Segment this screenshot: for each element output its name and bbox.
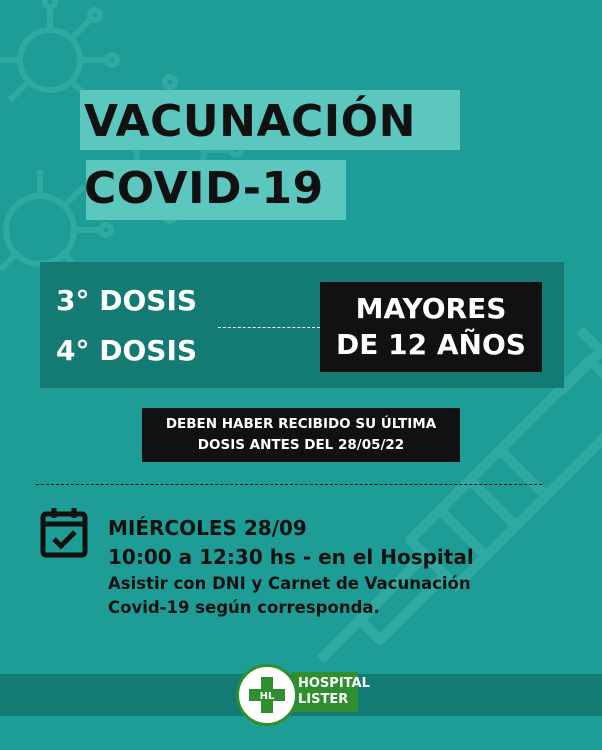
notice-line2: DOSIS ANTES DEL 28/05/22 <box>197 437 405 453</box>
page-title-line2: COVID-19 <box>84 163 324 214</box>
notice-line1: DEBEN HABER RECIBIDO SU ÚLTIMA <box>165 416 437 432</box>
logo-initials: HL <box>259 691 275 702</box>
event-date: MIÉRCOLES 28/09 <box>108 516 307 540</box>
age-badge <box>320 282 542 372</box>
event-requirement-2: Covid-19 según corresponda. <box>108 598 380 617</box>
notice-box <box>142 408 460 462</box>
logo-line2: LISTER <box>298 692 349 707</box>
logo-wordmark <box>292 672 370 712</box>
page-title-line1: VACUNACIÓN <box>84 96 416 147</box>
dose-connector <box>218 327 320 328</box>
calendar-icon <box>40 506 88 558</box>
event-time-place: 10:00 a 12:30 hs - en el Hospital <box>108 545 474 569</box>
age-line2: DE 12 AÑOS <box>336 328 526 361</box>
logo-line1: HOSPITAL <box>298 676 370 691</box>
logo-emblem <box>236 664 298 726</box>
event-requirement-1: Asistir con DNI y Carnet de Vacunación <box>108 574 471 593</box>
dose-4: 4° DOSIS <box>56 334 198 367</box>
medical-cross-icon <box>247 675 287 715</box>
dose-3: 3° DOSIS <box>56 284 198 317</box>
divider <box>36 484 542 485</box>
hospital-logo <box>236 664 370 726</box>
age-line1: MAYORES <box>355 292 507 325</box>
